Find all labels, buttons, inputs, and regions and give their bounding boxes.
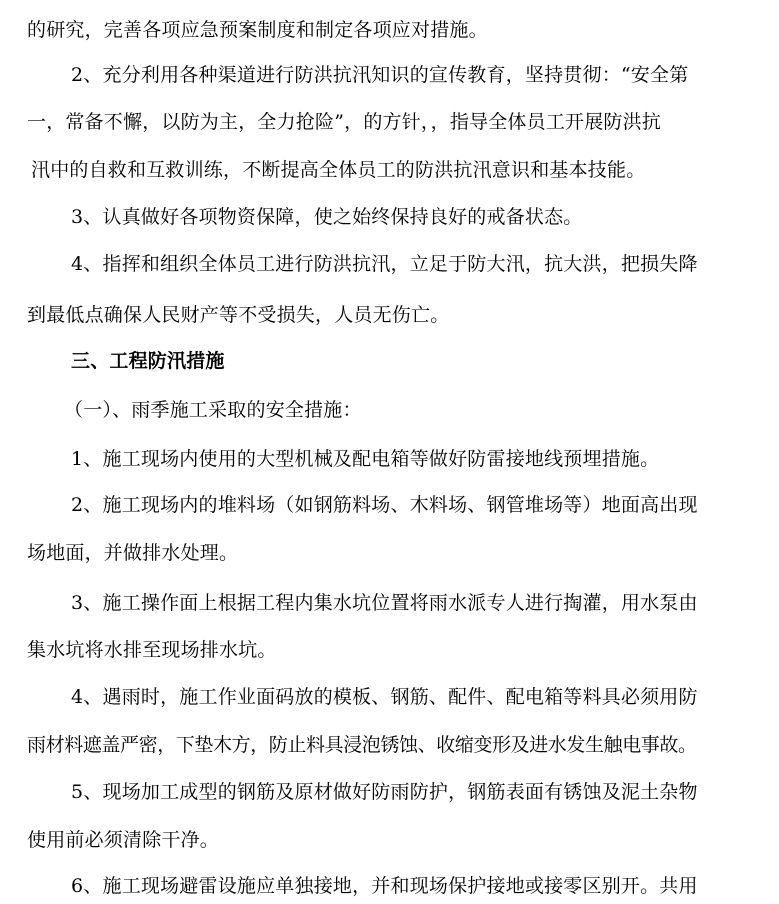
subsection-heading: （一）、雨季施工采取的安全措施： bbox=[64, 399, 362, 421]
text-line-19: 6、施工现场避雷设施应单独接地，并和现场保护接地或接零区别开。共用 bbox=[71, 875, 698, 897]
text-line-15: 4、遇雨时，施工作业面码放的模板、钢筋、配件、配电箱等料具必须用防 bbox=[71, 686, 698, 708]
section-heading: 三、工程防汛措施 bbox=[71, 350, 225, 372]
text-line-18: 使用前必须清除干净。 bbox=[27, 829, 220, 851]
text-line-17: 5、现场加工成型的钢筋及原材做好防雨防护，钢筋表面有锈蚀及泥土杂物 bbox=[71, 781, 698, 803]
text-line-13: 3、施工操作面上根据工程内集水坑位置将雨水派专人进行掏灌，用水泵由 bbox=[71, 592, 698, 614]
text-line-12: 场地面，并做排水处理。 bbox=[27, 542, 239, 564]
text-line-11: 2、施工现场内的堆料场（如钢筋料场、木料场、钢管堆场等）地面高出现 bbox=[71, 494, 698, 516]
text-line-3: 一，常备不懈，以防为主，全力抢险”，的方针，，指导全体员工开展防洪抗 bbox=[27, 111, 662, 133]
text-line-10: 1、施工现场内使用的大型机械及配电箱等做好防雷接地线预埋措施。 bbox=[71, 448, 660, 470]
text-line-7: 到最低点确保人民财产等不受损失，人员无伤亡。 bbox=[27, 304, 450, 326]
text-line-6: 4、指挥和组织全体员工进行防洪抗汛，立足于防大汛，抗大洪，把损失降 bbox=[71, 253, 698, 275]
text-line-14: 集水坑将水排至现场排水坑。 bbox=[27, 639, 277, 661]
text-line-4: 汛中的自救和互救训练，不断提高全体员工的防洪抗汛意识和基本技能。 bbox=[31, 159, 646, 181]
text-line-2: 2、充分利用各种渠道进行防洪抗汛知识的宣传教育，坚持贯彻：“安全第 bbox=[71, 64, 689, 86]
text-line-5: 3、认真做好各项物资保障，使之始终保持良好的戒备状态。 bbox=[71, 206, 583, 228]
text-line-16: 雨材料遮盖严密，下垫木方，防止料具浸泡锈蚀、收缩变形及进水发生触电事故。 bbox=[27, 734, 697, 756]
text-line-1: 的研究，完善各项应急预案制度和制定各项应对措施。 bbox=[27, 19, 488, 41]
